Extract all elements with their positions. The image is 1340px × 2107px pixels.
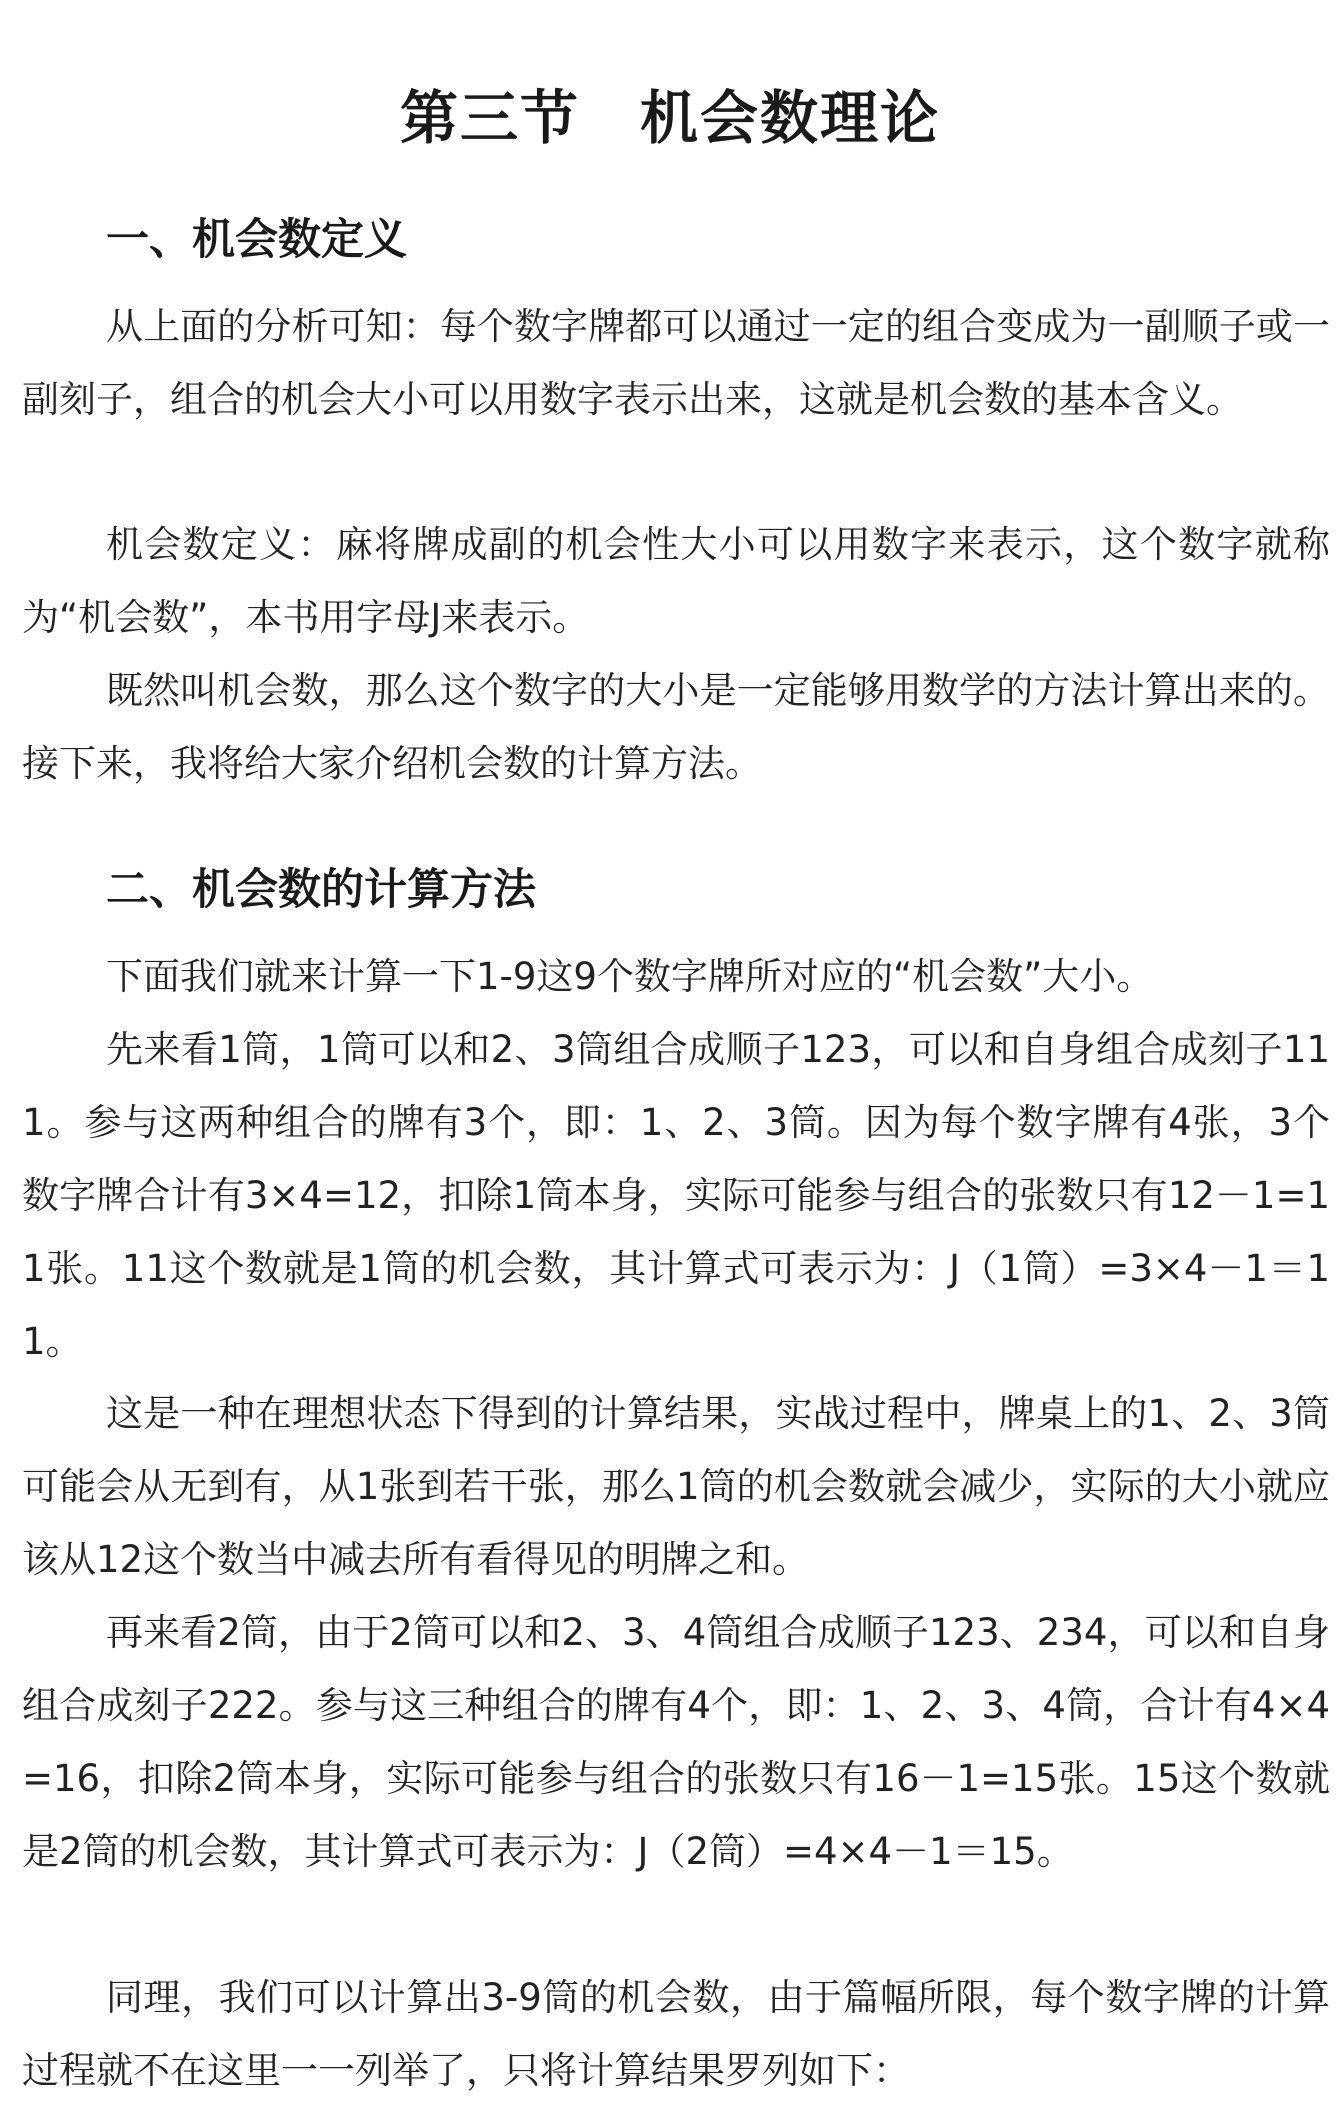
paragraph: 先来看1筒，1筒可以和2、3筒组合成顺子123，可以和自身组合成刻子111。参与这两种组合的牌有3个，即：1、2、3筒。因为每个数字牌有4张，3个数字牌合计有3×4=12，扣除1筒本身，实际可能参与组合的张数只有12－1=11张。11这个数就是1筒的机会数，其计算式可表示为：J（1筒）=3×4－1＝11。 [22, 1028, 1330, 1363]
section-heading-calculation: 二、机会数的计算方法 [106, 865, 536, 915]
paragraph: 既然叫机会数，那么这个数字的大小是一定能够用数学的方法计算出来的。接下来，我将给大家介绍机会数的计算方法。 [22, 669, 1330, 785]
paragraph: 从上面的分析可知：每个数字牌都可以通过一定的组合变成为一副顺子或一副刻子，组合的机会大小可以用数字表示出来，这就是机会数的基本含义。 [22, 305, 1330, 421]
paragraph: 这是一种在理想状态下得到的计算结果，实战过程中，牌桌上的1、2、3筒可能会从无到有，从1张到若干张，那么1筒的机会数就会减少，实际的大小就应该从12这个数当中减去所有看得见的明牌之和。 [22, 1392, 1330, 1581]
section-heading-definition: 一、机会数定义 [106, 215, 407, 265]
paragraph: 下面我们就来计算一下1-9这9个数字牌所对应的“机会数”大小。 [106, 955, 1154, 998]
paragraph: 机会数定义：麻将牌成副的机会性大小可以用数字来表示，这个数字就称为“机会数”，本书用字母J来表示。 [22, 523, 1330, 639]
paragraph: 同理，我们可以计算出3-9筒的机会数，由于篇幅所限，每个数字牌的计算过程就不在这里一一列举了，只将计算结果罗列如下： [22, 1976, 1330, 2092]
page-title: 第三节 机会数理论 [399, 84, 940, 152]
paragraph: 再来看2筒，由于2筒可以和2、3、4筒组合成顺子123、234，可以和自身组合成刻子222。参与这三种组合的牌有4个，即：1、2、3、4筒，合计有4×4=16，扣除2筒本身，实际可能参与组合的张数只有16－1=15张。15这个数就是2筒的机会数，其计算式可表示为：J（2筒）=4×4－1＝15。 [22, 1611, 1330, 1873]
